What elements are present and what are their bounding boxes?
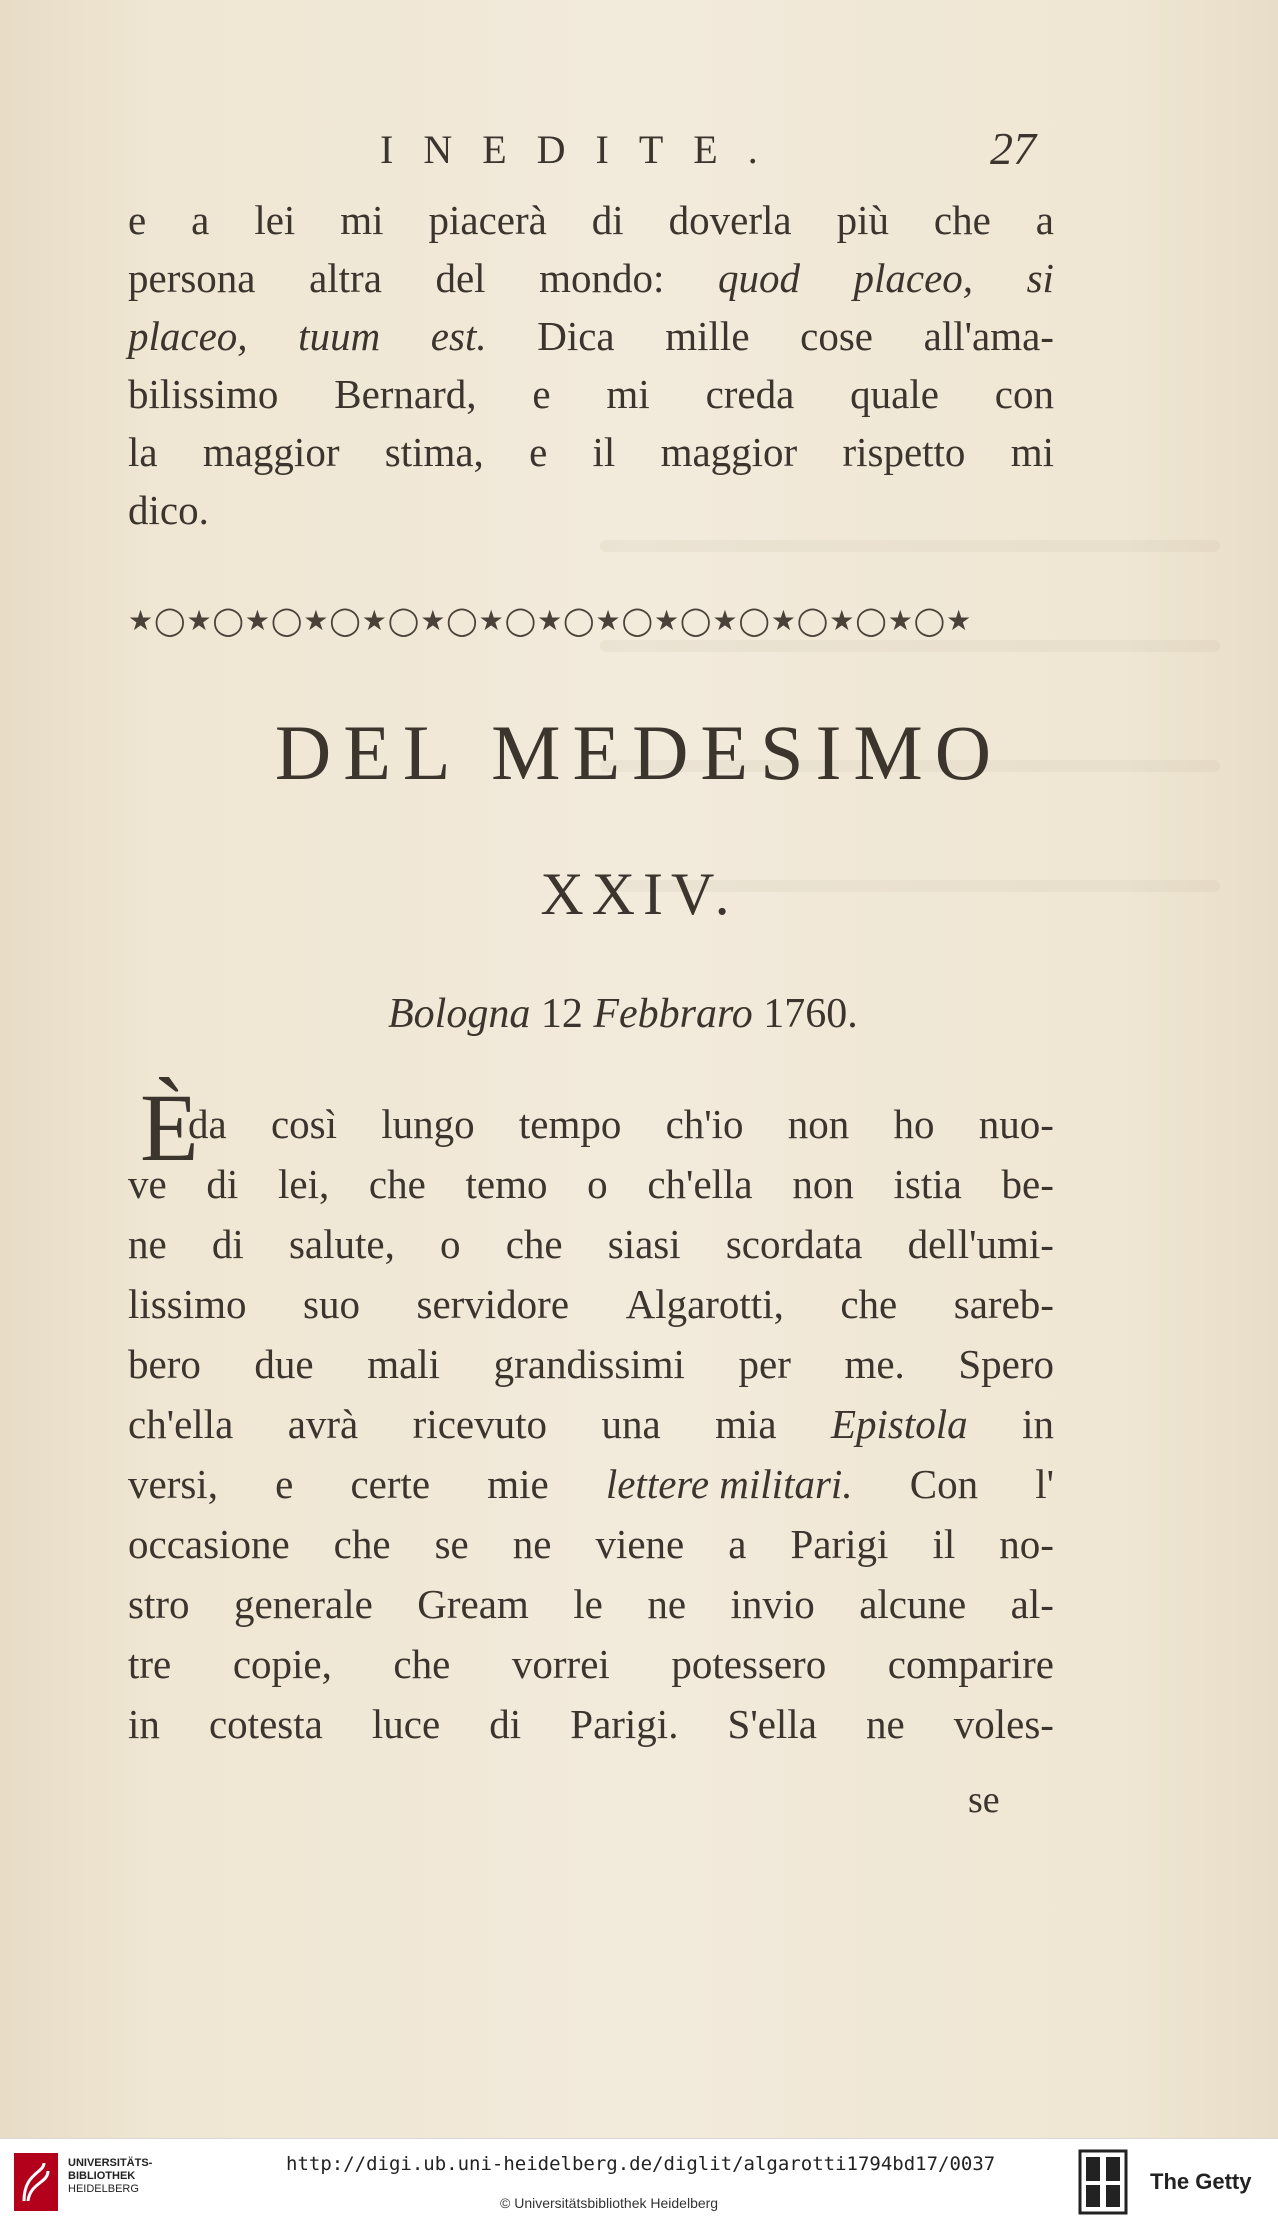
word: piacerà xyxy=(428,197,547,243)
word: altra xyxy=(309,255,382,301)
word: per xyxy=(738,1341,791,1387)
word: rispetto xyxy=(842,429,966,475)
word: occasione xyxy=(128,1521,290,1567)
partner-name: The Getty xyxy=(1150,2169,1252,2194)
word: quale xyxy=(850,371,939,417)
word: lissimo xyxy=(128,1281,247,1327)
letter-number: XXIV. xyxy=(540,861,738,927)
word: da xyxy=(188,1101,227,1147)
word: ch'ella xyxy=(128,1401,234,1447)
university-library-logo-icon xyxy=(14,2153,58,2211)
word: luce xyxy=(371,1701,441,1747)
word: no- xyxy=(999,1521,1054,1567)
word: creda xyxy=(705,371,795,417)
word: voles- xyxy=(953,1701,1054,1747)
word: bero xyxy=(128,1341,201,1387)
text-line xyxy=(128,1400,1054,1448)
word: maggior xyxy=(660,429,798,475)
text-line xyxy=(128,1580,1054,1628)
word: invio xyxy=(730,1581,815,1627)
word: di xyxy=(206,1161,239,1207)
word: a xyxy=(191,197,210,243)
word: mia xyxy=(715,1401,777,1447)
word: in xyxy=(128,1701,160,1747)
word: Bernard, xyxy=(334,371,477,417)
word: si xyxy=(1026,255,1054,301)
word: siasi xyxy=(607,1221,681,1267)
word: mi xyxy=(1010,429,1054,475)
word: al- xyxy=(1010,1581,1054,1627)
word: che xyxy=(393,1641,451,1687)
word: ch'ella xyxy=(647,1161,753,1207)
text-line xyxy=(128,428,1054,476)
word: e xyxy=(275,1461,294,1507)
text-line xyxy=(128,312,1054,360)
text-line xyxy=(128,1220,1054,1268)
word: temo xyxy=(465,1161,548,1207)
word: suo xyxy=(303,1281,360,1327)
word: a xyxy=(1035,197,1054,243)
word: ne xyxy=(647,1581,687,1627)
word: ch'io xyxy=(665,1101,744,1147)
word: lettere militari. xyxy=(605,1461,853,1507)
dateline-place: Bologna xyxy=(388,991,531,1037)
word: mie xyxy=(487,1461,549,1507)
word: istia xyxy=(893,1161,962,1207)
copyright-notice: © Universitätsbibliothek Heidelberg xyxy=(500,2195,719,2211)
bleed-through-mark xyxy=(600,540,1220,552)
word: S'ella xyxy=(727,1701,817,1747)
word: alcune xyxy=(859,1581,967,1627)
word: Epistola xyxy=(830,1401,968,1447)
dateline-day: 12 xyxy=(540,991,583,1037)
word: all'ama- xyxy=(923,313,1054,359)
word: ricevuto xyxy=(412,1401,548,1447)
word: e xyxy=(532,371,551,417)
text-line xyxy=(128,254,1054,302)
word: lei, xyxy=(277,1161,330,1207)
word: cotesta xyxy=(208,1701,323,1747)
word: che xyxy=(505,1221,563,1267)
word: mille xyxy=(665,313,750,359)
word: così xyxy=(270,1101,337,1147)
word: l' xyxy=(1035,1461,1054,1507)
drop-cap: È xyxy=(140,1074,199,1181)
word: ve xyxy=(128,1161,167,1207)
word: mondo: xyxy=(539,255,665,301)
word: placeo, xyxy=(128,313,248,359)
word: del xyxy=(435,255,486,301)
dateline-month: Febbraro xyxy=(593,991,753,1037)
word: di xyxy=(489,1701,522,1747)
text-line xyxy=(128,1160,1054,1208)
word: lungo xyxy=(381,1101,475,1147)
word: Dica xyxy=(537,313,615,359)
word: scordata xyxy=(725,1221,863,1267)
section-title: DEL MEDESIMO xyxy=(274,709,1004,796)
word: tre xyxy=(128,1641,172,1687)
word: copie, xyxy=(232,1641,332,1687)
word: la xyxy=(128,429,158,475)
word: mi xyxy=(340,197,384,243)
word: stima, xyxy=(384,429,484,475)
text-line xyxy=(128,486,209,534)
word: vorrei xyxy=(511,1641,610,1687)
word: che xyxy=(933,197,991,243)
text-line xyxy=(128,1340,1054,1388)
word: tuum xyxy=(298,313,381,359)
word: lei xyxy=(254,197,296,243)
word: Parigi xyxy=(790,1521,889,1567)
word: stro xyxy=(128,1581,190,1627)
word: ne xyxy=(512,1521,552,1567)
word: che xyxy=(840,1281,898,1327)
word: dell'umi- xyxy=(907,1221,1054,1267)
word: che xyxy=(333,1521,391,1567)
word: placeo, xyxy=(853,255,974,301)
word: in xyxy=(1022,1401,1054,1447)
word: o xyxy=(440,1221,461,1267)
word: mi xyxy=(606,371,650,417)
word: maggior xyxy=(202,429,340,475)
text-line xyxy=(128,1700,1054,1748)
word: me. xyxy=(844,1341,905,1387)
word: grandissimi xyxy=(493,1341,685,1387)
word: comparire xyxy=(887,1641,1054,1687)
viewer-footer xyxy=(0,2138,1278,2227)
word: Spero xyxy=(958,1341,1054,1387)
word: generale xyxy=(233,1581,373,1627)
dateline-year: 1760. xyxy=(763,991,858,1037)
text-line xyxy=(128,1640,1054,1688)
word: Algarotti, xyxy=(625,1281,784,1327)
word: sareb- xyxy=(953,1281,1054,1327)
word: Gream xyxy=(417,1581,529,1627)
word: e xyxy=(529,429,548,475)
word: che xyxy=(368,1161,426,1207)
getty-logo-icon xyxy=(1078,2149,1128,2215)
permalink-url[interactable]: http://digi.ub.uni-heidelberg.de/diglit/algarotti1794bd17/0037 xyxy=(286,2153,996,2175)
word: be- xyxy=(1001,1161,1054,1207)
word: ho xyxy=(893,1101,935,1147)
text-line xyxy=(128,196,1054,244)
word: due xyxy=(254,1341,314,1387)
word: servidore xyxy=(416,1281,570,1327)
word: mali xyxy=(367,1341,441,1387)
word: a xyxy=(728,1521,747,1567)
word: di xyxy=(591,197,624,243)
word: una xyxy=(601,1401,661,1447)
text-line xyxy=(188,1100,1054,1148)
text-line xyxy=(128,1460,1054,1508)
word: Con xyxy=(909,1461,979,1507)
word: versi, xyxy=(128,1461,218,1507)
word: certe xyxy=(350,1461,431,1507)
library-name: UNIVERSITÄTS- BIBLIOTHEK HEIDELBERG xyxy=(68,2157,153,2195)
ornamental-divider: ★◯★◯★◯★◯★◯★◯★◯★◯★◯★◯★◯★◯★◯★◯★ xyxy=(128,604,973,637)
word: più xyxy=(836,197,889,243)
word: quod xyxy=(717,255,800,301)
word: e xyxy=(128,197,147,243)
word: salute, xyxy=(288,1221,395,1267)
text-line xyxy=(128,370,1054,418)
word: viene xyxy=(595,1521,685,1567)
word: Parigi. xyxy=(570,1701,679,1747)
dateline xyxy=(388,990,858,1038)
word: potessero xyxy=(671,1641,827,1687)
word: con xyxy=(994,371,1054,417)
text-line xyxy=(128,1520,1054,1568)
word: non xyxy=(787,1101,850,1147)
catchword: se xyxy=(968,1779,1000,1821)
word: non xyxy=(792,1161,854,1207)
word: tempo xyxy=(518,1101,622,1147)
word: nuo- xyxy=(978,1101,1054,1147)
word: il xyxy=(932,1521,956,1567)
page-number: 27 xyxy=(990,123,1036,174)
word: dico. xyxy=(128,487,209,533)
word: se xyxy=(434,1521,469,1567)
word: le xyxy=(573,1581,603,1627)
word: ne xyxy=(865,1701,905,1747)
text-line xyxy=(128,1280,1054,1328)
word: doverla xyxy=(668,197,792,243)
word: bilissimo xyxy=(128,371,279,417)
word: cose xyxy=(800,313,873,359)
word: avrà xyxy=(287,1401,359,1447)
word: il xyxy=(592,429,616,475)
word: persona xyxy=(128,255,256,301)
word: ne xyxy=(128,1221,167,1267)
running-head: INEDITE. xyxy=(380,127,788,172)
bleed-through-mark xyxy=(600,640,1220,652)
word: di xyxy=(211,1221,244,1267)
word: o xyxy=(587,1161,608,1207)
word: est. xyxy=(430,313,487,359)
